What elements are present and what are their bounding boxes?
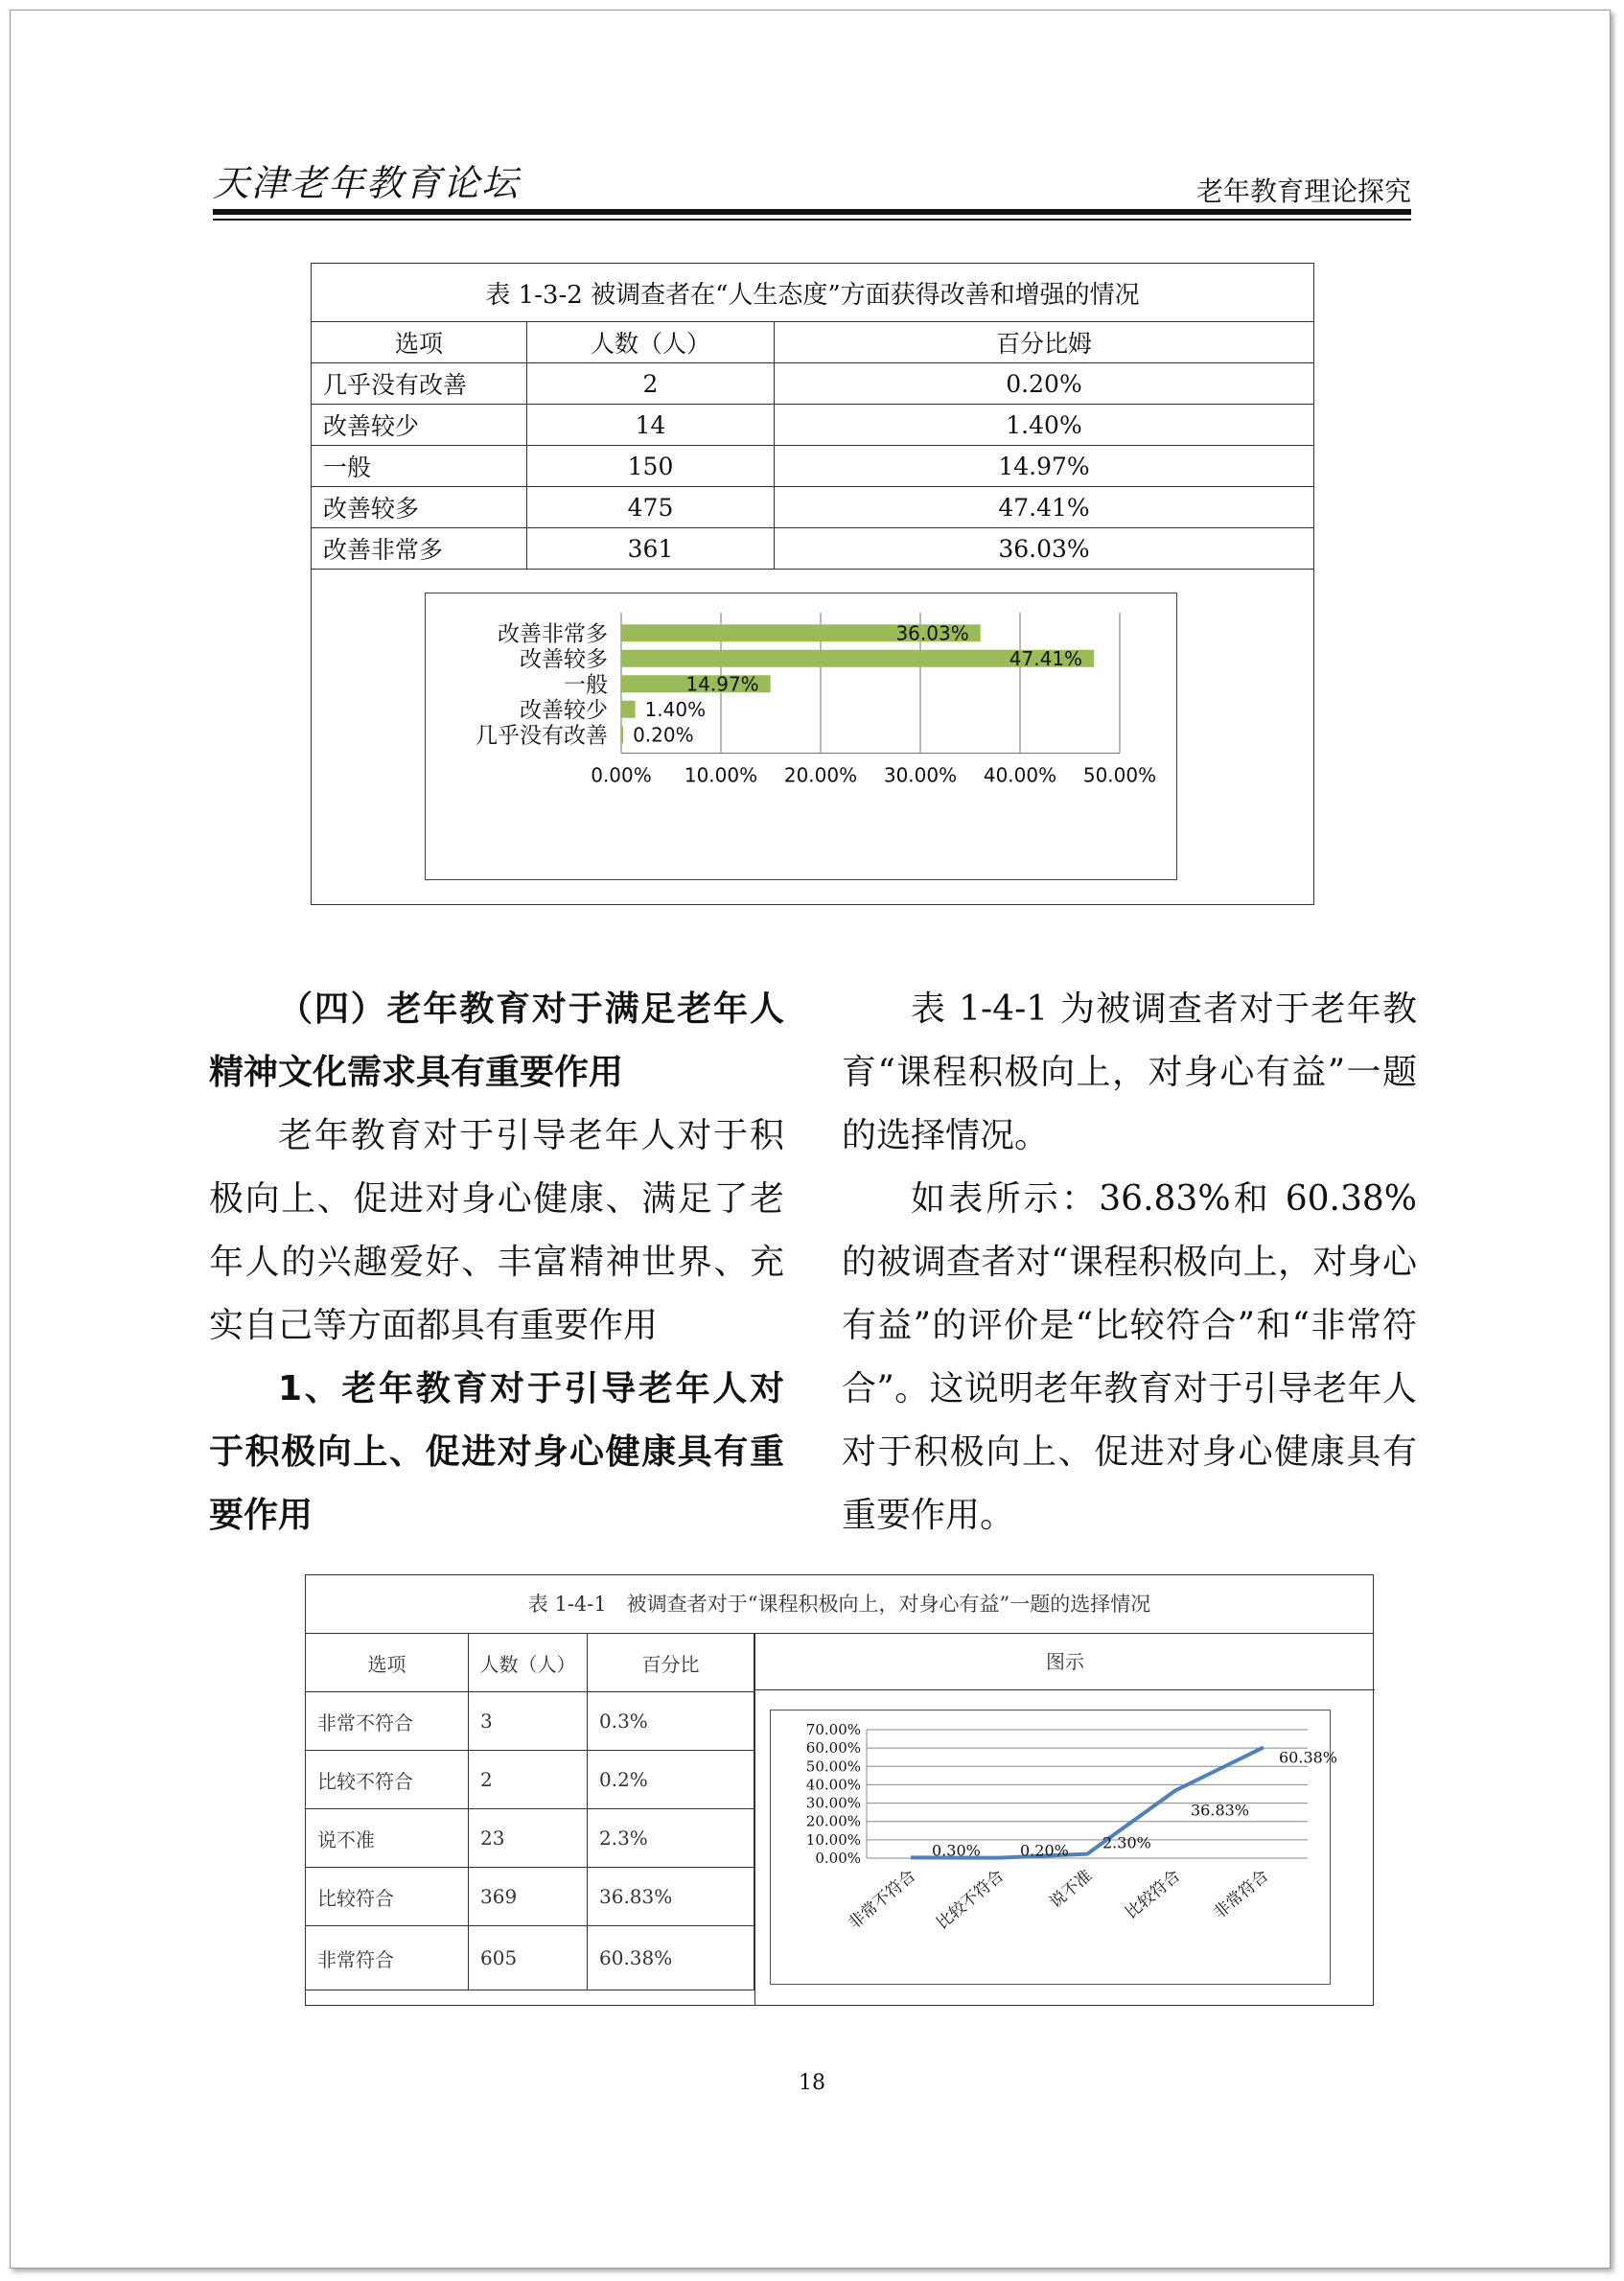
category-label: 一般 (564, 672, 608, 698)
column-header: 人数（人） (469, 1634, 588, 1692)
option-cell: 非常不符合 (306, 1692, 469, 1751)
category-label: 几乎没有改善 (476, 723, 608, 749)
category-label: 比较不符合 (933, 1866, 1009, 1934)
y-tick-label: 60.00% (805, 1739, 861, 1757)
table-1-4-1-grid (306, 1633, 754, 1990)
count-cell: 369 (469, 1868, 588, 1926)
table-row (312, 446, 1313, 487)
column-header: 选项 (312, 322, 527, 363)
count-cell: 361 (527, 528, 775, 570)
percent-cell: 36.83% (588, 1868, 754, 1926)
bar (621, 726, 623, 743)
data-label: 36.03% (895, 621, 969, 645)
point-label: 0.30% (932, 1841, 981, 1860)
table-caption: 表 1-3-2 被调查者在“人生态度”方面获得改善和增强的情况 (312, 264, 1313, 322)
paragraph: 如表所示：36.83%和 60.38%的被调查者对“课程积极向上，对身心有益”的评价是“比较符合”和“非常符合”。这说明老年教育对于引导老年人对于积极向上、促进对身心健康具有重要作用。 (842, 1179, 1417, 1535)
paragraph: 老年教育对于引导老年人对于积极向上、促进对身心健康、满足了老年人的兴趣爱好、丰富精神世界、充实自己等方面都具有重要作用 (209, 1116, 784, 1345)
table-row (312, 528, 1313, 570)
table-caption: 表 1-4-1 被调查者对于“课程积极向上，对身心有益”一题的选择情况 (306, 1575, 1373, 1634)
bar-chart (426, 594, 1175, 878)
percent-cell: 47.41% (775, 487, 1314, 528)
column-header: 选项 (306, 1634, 469, 1692)
table-row (306, 1926, 754, 1990)
category-label: 改善非常多 (498, 621, 608, 647)
percent-cell: 0.20% (775, 363, 1314, 405)
percent-cell: 2.3% (588, 1809, 754, 1868)
header-logo: 天津老年教育论坛 (213, 162, 521, 204)
category-label: 非常不符合 (845, 1866, 920, 1934)
table-row (312, 487, 1313, 528)
count-cell: 605 (469, 1926, 588, 1990)
column-header: 百分比 (588, 1634, 754, 1692)
x-tick-label: 10.00% (684, 763, 758, 787)
section-heading: （四）老年教育对于满足老年人精神文化需求具有重要作用 (209, 989, 784, 1092)
percent-cell: 14.97% (775, 446, 1314, 487)
point-label: 0.20% (1020, 1841, 1069, 1860)
data-label: 14.97% (685, 672, 759, 696)
x-tick-label: 30.00% (883, 763, 958, 787)
x-tick-label: 50.00% (1082, 763, 1157, 787)
x-tick-label: 40.00% (983, 763, 1057, 787)
percent-cell: 36.03% (775, 528, 1314, 570)
data-label: 0.20% (633, 723, 694, 747)
section-title: 老年教育理论探究 (1195, 175, 1411, 207)
x-tick-label: 0.00% (591, 763, 652, 787)
right-column (842, 978, 1417, 1548)
count-cell: 2 (527, 363, 775, 405)
figure-cell (754, 1690, 1375, 2005)
table-row (306, 1809, 754, 1868)
point-label: 36.83% (1191, 1801, 1250, 1820)
bar-chart-frame (425, 593, 1177, 880)
column-header: 人数（人） (527, 322, 775, 363)
page-number: 18 (799, 2071, 825, 2095)
option-cell: 比较符合 (306, 1868, 469, 1926)
count-cell: 14 (527, 405, 775, 446)
option-cell: 比较不符合 (306, 1751, 469, 1809)
figure-column-header: 图示 (754, 1633, 1375, 1690)
option-cell: 说不准 (306, 1809, 469, 1868)
column-header: 百分比姆 (775, 322, 1314, 363)
point-label: 2.30% (1102, 1833, 1151, 1852)
paragraph: 表 1-4-1 为被调查者对于老年教育“课程积极向上，对身心有益”一题的选择情况。 (842, 989, 1417, 1155)
category-label: 改善较少 (520, 697, 608, 723)
table-1-3-2 (311, 263, 1314, 905)
table-row (312, 363, 1313, 405)
data-label: 47.41% (1009, 646, 1083, 670)
percent-cell: 0.2% (588, 1751, 754, 1809)
line-chart (771, 1711, 1338, 1983)
table-row (306, 1692, 754, 1751)
percent-cell: 0.3% (588, 1692, 754, 1751)
header-rule (213, 209, 1411, 215)
left-column (209, 978, 784, 1548)
option-cell: 非常符合 (306, 1926, 469, 1990)
count-cell: 475 (527, 487, 775, 528)
bar (621, 701, 636, 718)
option-cell: 几乎没有改善 (312, 363, 527, 405)
count-cell: 2 (469, 1751, 588, 1809)
subsection-heading: 1、老年教育对于引导老年人对于积极向上、促进对身心健康具有重要作用 (209, 1369, 784, 1535)
option-cell: 改善非常多 (312, 528, 527, 570)
y-tick-label: 10.00% (805, 1830, 861, 1849)
count-cell: 150 (527, 446, 775, 487)
option-cell: 改善较多 (312, 487, 527, 528)
option-cell: 改善较少 (312, 405, 527, 446)
category-label: 非常符合 (1210, 1866, 1273, 1923)
y-tick-label: 30.00% (805, 1794, 861, 1812)
category-label: 说不准 (1046, 1866, 1097, 1913)
line-chart-frame (770, 1710, 1338, 1985)
y-tick-label: 20.00% (805, 1812, 861, 1830)
table-1-3-2-grid (312, 264, 1313, 570)
count-cell: 3 (469, 1692, 588, 1751)
option-cell: 一般 (312, 446, 527, 487)
category-label: 改善较多 (520, 646, 608, 672)
table-row (312, 405, 1313, 446)
category-label: 比较符合 (1122, 1866, 1185, 1923)
percent-cell: 60.38% (588, 1926, 754, 1990)
x-tick-label: 20.00% (783, 763, 858, 787)
header-rule-thin (213, 219, 1411, 221)
data-label: 1.40% (644, 697, 707, 721)
y-tick-label: 70.00% (805, 1721, 861, 1738)
table-row (306, 1868, 754, 1926)
point-label: 60.38% (1279, 1748, 1338, 1767)
table-row (306, 1751, 754, 1809)
count-cell: 23 (469, 1809, 588, 1868)
table-1-4-1 (305, 1574, 1374, 2006)
y-tick-label: 40.00% (805, 1776, 861, 1794)
percent-cell: 1.40% (775, 405, 1314, 446)
y-tick-label: 0.00% (815, 1850, 861, 1867)
y-tick-label: 50.00% (805, 1757, 861, 1776)
